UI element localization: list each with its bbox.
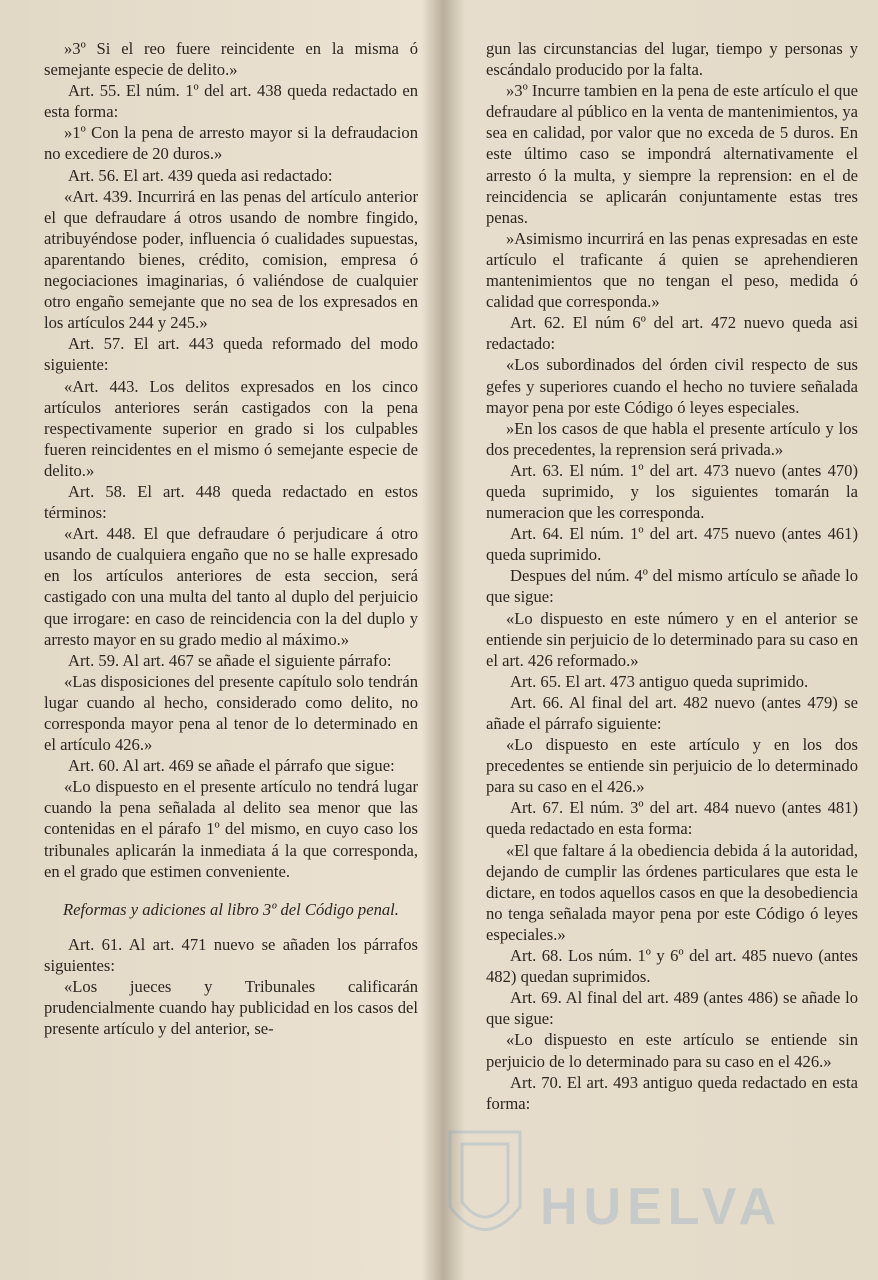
article-paragraph: Art. 61. Al art. 471 nuevo se añaden los párrafos siguientes:: [44, 934, 418, 975]
text-paragraph: «Art. 448. El que defraudare ó perjudicare á otro usando de cualquiera engaño que no se halle expresado en los artículos anteriores de esta seccion, será castigado con una multa del tanto al duplo del perjuicio que irrogare: en caso de reincidencia con la del duplo y arresto mayor en su grado medio al máximo.»: [44, 524, 418, 649]
text-paragraph: «Los jueces y Tribunales calificarán prudencialmente cuando hay publicidad en los casos del presente artículo y del anterior, se-: [44, 976, 418, 1039]
right-column: [486, 38, 858, 1114]
article-paragraph: Art. 60. Al art. 469 se añade el párrafo que sigue:: [68, 756, 395, 776]
article-paragraph: Despues del núm. 4º del mismo artículo se añade lo que sigue:: [486, 566, 858, 607]
article-paragraph: Art. 55. El núm. 1º del art. 438 queda redactado en esta forma:: [44, 81, 418, 122]
text-paragraph: «Los subordinados del órden civil respecto de sus gefes y superiores cuando el hecho no tuviere señalada mayor pena por este Código ó leyes especiales.: [486, 355, 858, 417]
text-paragraph: «Art. 443. Los delitos expresados en los cinco artículos anteriores serán castigados con la pena respectivamente superior en grado si los culpables fueren reincidentes en el mismo ó semejante especie de delito.»: [44, 376, 418, 480]
article-paragraph: Art. 68. Los núm. 1º y 6º del art. 485 nuevo (antes 482) quedan suprimidos.: [486, 946, 858, 987]
article-paragraph: Art. 58. El art. 448 queda redactado en estos términos:: [44, 481, 418, 523]
text-paragraph: «Lo dispuesto en el presente artículo no tendrá lugar cuando la pena señalada al delito sea menor que las contenidas en el párafo 1º del mismo, en cuyo caso los tribunales aplicarán la inmediata á la que corresponda, en el grado que estimen conveniente.: [44, 777, 418, 881]
text-paragraph: «Lo dispuesto en este artículo y en los dos precedentes se entiende sin perjuicio de lo determinado para su caso en el 426.»: [486, 735, 858, 797]
article-paragraph: Art. 56. El art. 439 queda asi redactado:: [68, 165, 333, 185]
article-paragraph: Art. 57. El art. 443 queda reformado del modo siguiente:: [44, 334, 418, 375]
text-paragraph: gun las circunstancias del lugar, tiempo y personas y escándalo producido por la falta.: [486, 39, 858, 80]
article-paragraph: Art. 66. Al final del art. 482 nuevo (antes 479) se añade el párrafo siguiente:: [486, 692, 858, 733]
article-paragraph: Art. 69. Al final del art. 489 (antes 486) se añade lo que sigue:: [486, 988, 858, 1029]
text-paragraph: »En los casos de que habla el presente artículo y los dos precedentes, la reprension será privada.»: [486, 418, 858, 459]
article-paragraph: Art. 65. El art. 473 antiguo queda suprimido.: [510, 671, 809, 691]
text-paragraph: «El que faltare á la obediencia debida á la autoridad, dejando de cumplir las órdenes particulares que esta le dictare, en todos aquellos casos en que la desobediencia no tenga señalada mayor pena por este Código ó leyes especiales.»: [486, 840, 858, 944]
text-paragraph: »3º Incurre tambien en la pena de este artículo el que defraudare al público en la venta de mantenimientos, ya sea en calidad, por valor que no exceda de 5 duros. En este último caso se impondrá alternativamente el arresto ó la multa, y siempre la reprension: en el de reincidencia se aplicarán conjuntamente estas tres penas.: [486, 81, 858, 227]
text-paragraph: »3º Si el reo fuere reincidente en la misma ó semejante especie de delito.»: [44, 39, 418, 80]
left-column: [44, 38, 418, 1039]
text-paragraph: «Lo dispuesto en este artículo se entiende sin perjuicio de lo determinado para su caso en el 426.»: [486, 1030, 858, 1071]
section-heading: Reformas y adiciones al libro 3º del Código penal.: [63, 899, 399, 919]
article-paragraph: Art. 63. El núm. 1º del art. 473 nuevo (antes 470) queda suprimido, y los siguientes tomarán la numeracion que les corresponda.: [486, 460, 858, 523]
text-paragraph: «Lo dispuesto en este número y en el anterior se entiende sin perjuicio de lo determinado para su caso en el art. 426 reformado.»: [486, 608, 858, 670]
watermark-text: HUELVA: [540, 1178, 783, 1236]
article-paragraph: Art. 64. El núm. 1º del art. 475 nuevo (antes 461) queda suprimido.: [486, 524, 858, 565]
article-paragraph: Art. 67. El núm. 3º del art. 484 nuevo (antes 481) queda redactado en esta forma:: [486, 798, 858, 839]
text-paragraph: »1º Con la pena de arresto mayor si la defraudacion no excediere de 20 duros.»: [44, 123, 418, 164]
article-paragraph: Art. 59. Al art. 467 se añade el siguiente párrafo:: [68, 650, 392, 670]
article-paragraph: Art. 62. El núm 6º del art. 472 nuevo queda asi redactado:: [486, 313, 858, 354]
text-paragraph: «Las disposiciones del presente capítulo solo tendrán lugar cuando al hecho, considerado como delito, no corresponda mayor pena al tenor de lo determinado en el artículo 426.»: [44, 671, 418, 755]
archive-watermark-logo: [430, 1112, 850, 1262]
text-paragraph: «Art. 439. Incurrirá en las penas del artículo anterior el que defraudare á otros usando de nombre fingido, atribuyéndose poder, influencia ó cualidades supuestas, aparentando bienes, crédito, comision, empresa ó negociaciones imaginarias, ó valiéndose de cualquier otro engaño semejante que no sea de los expresados en los artículos 244 y 245.»: [44, 186, 418, 333]
article-paragraph: Art. 70. El art. 493 antiguo queda redactado en esta forma:: [486, 1072, 858, 1113]
text-paragraph: »Asimismo incurrirá en las penas expresadas en este artículo el traficante á quien se aprehendieren mantenimientos que no tengan el peso, medida ó calidad que corresponda.»: [486, 228, 858, 312]
